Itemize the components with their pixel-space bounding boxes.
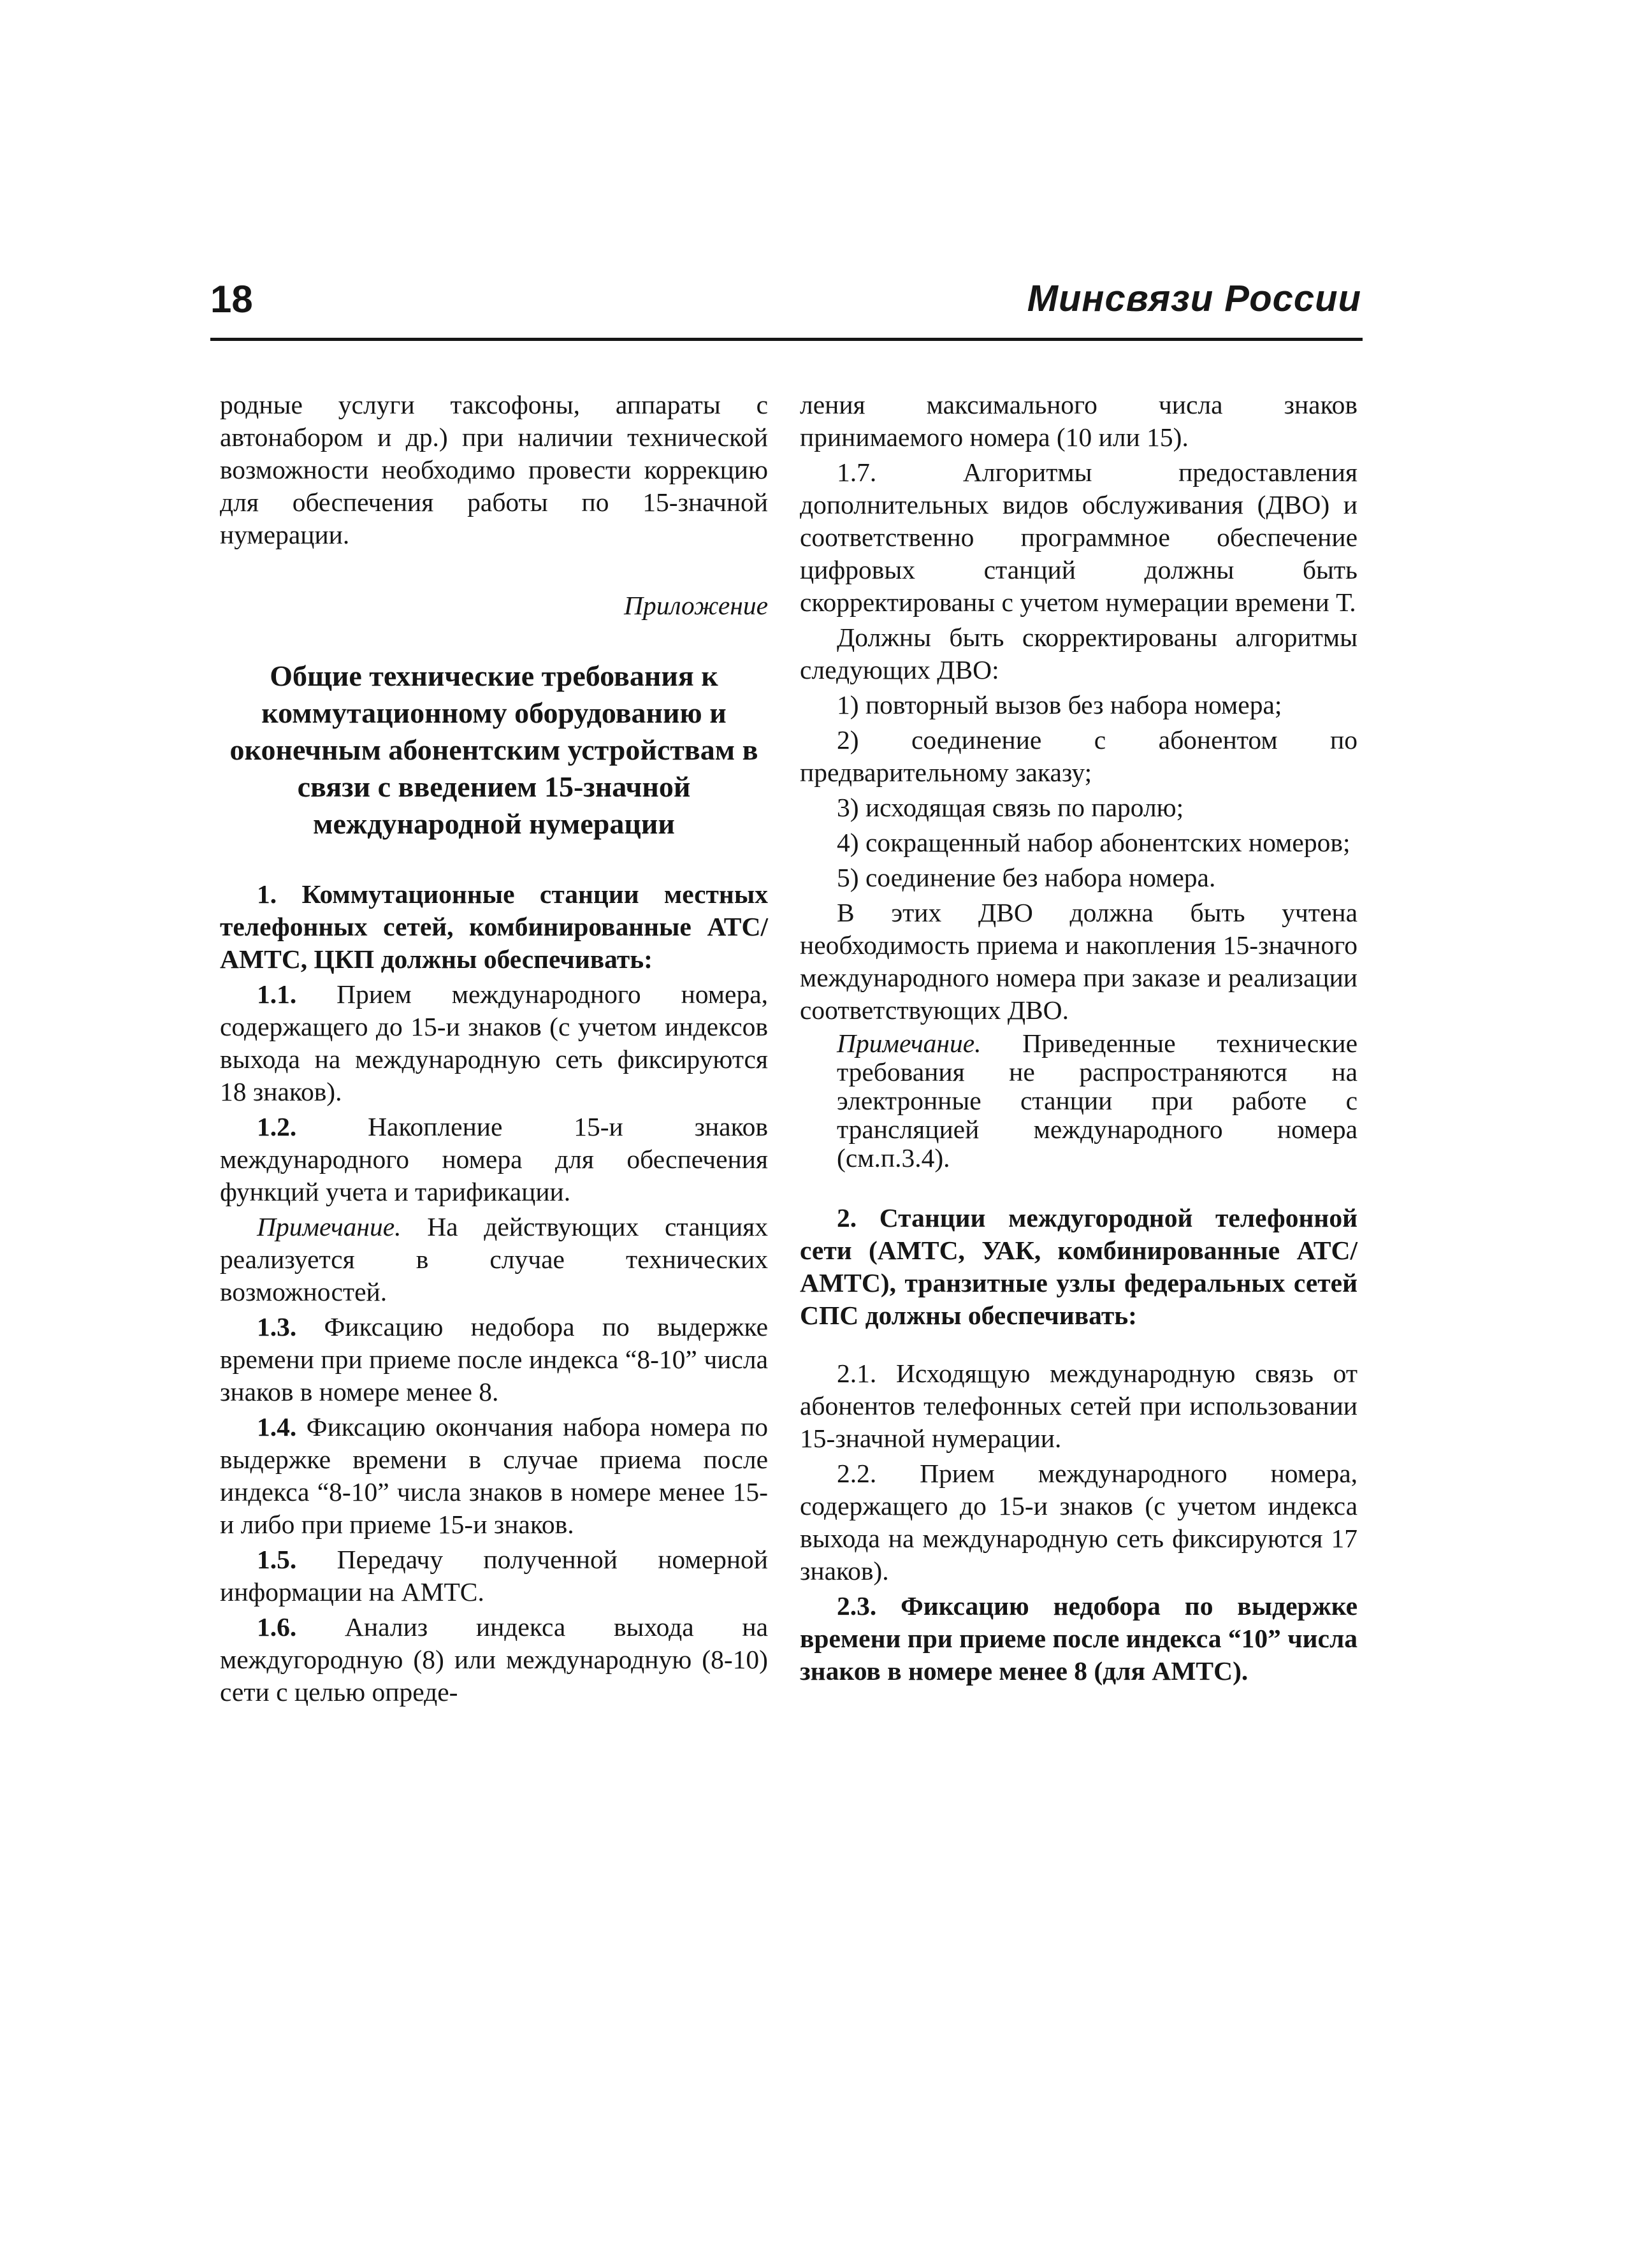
clause-1-5 [220, 1543, 768, 1608]
clause-text: Прием международного номера, содержащего до 15-и знаков (с учетом индекса выхода на международную сеть фиксируются 17 знаков). [800, 1459, 1358, 1585]
note-text: Приведенные технические требования не распространяются на электронные станции при работе с трансляцией международного номера (см.п.3.4). [837, 1029, 1358, 1173]
clause-number: 1.7. [837, 458, 877, 487]
dvo-item-3: 3) исходящая связь по паролю; [837, 793, 1184, 822]
clause-2-3 [800, 1590, 1358, 1687]
note-2 [800, 1029, 1358, 1173]
clause-2-2 [800, 1457, 1358, 1587]
dvo-item-2: 2) соединение с абонентом по предварительному заказу; [800, 725, 1358, 787]
clause-text: Исходящую международную связь от абонентов телефонных сетей при использовании 15-значной нумерации. [800, 1359, 1358, 1453]
clause-text: Фиксацию недобора по выдержке времени при приеме после индекса “10” числа знаков в номере менее 8 (для АМТС). [800, 1591, 1358, 1686]
clause-number: 1.4. [257, 1412, 297, 1441]
clause-1-1 [220, 978, 768, 1108]
dvo-intro: Должны быть скорректированы алгоритмы следующих ДВО: [800, 623, 1358, 684]
right-column [800, 389, 1358, 1687]
note-label: Примечание. [257, 1212, 402, 1241]
clause-1-6 [220, 1611, 768, 1708]
clause-text: Фиксацию окончания набора номера по выдержке времени в случае приема после индекса “8-10” числа знаков в номере менее 15-и либо при приеме 15-и знаков. [220, 1412, 768, 1539]
note-text: На действующих станциях реализуется в случае технических возможностей. [220, 1212, 769, 1306]
clause-2-1 [800, 1357, 1358, 1455]
appendix-label: Приложение [623, 591, 768, 620]
clause-text: Алгоритмы предоставления дополнительных видов обслуживания (ДВО) и соответственно программное обеспечение цифровых станций должны быть скорректированы с учетом нумерации времени Т. [800, 458, 1358, 617]
clause-text: Накопление 15-и знаков международного номера для обеспечения функций учета и тарификации. [220, 1112, 768, 1206]
clause-1-3 [220, 1311, 768, 1408]
clause-number: 1.3. [257, 1312, 297, 1341]
running-title: Минсвязи России [1027, 278, 1361, 319]
clause-text: Передачу полученной номерной информации на АМТС. [220, 1545, 768, 1607]
clause-number: 2.3. [837, 1591, 877, 1621]
page-number: 18 [210, 278, 253, 321]
clause-1-4 [220, 1411, 768, 1541]
clause-text: Фиксацию недобора по выдержке времени при приеме после индекса “8-10” числа знаков в номере менее 8. [220, 1312, 768, 1406]
note-1 [220, 1211, 768, 1308]
dvo-item-5: 5) соединение без набора номера. [837, 863, 1216, 892]
clause-number: 2.2. [837, 1459, 877, 1488]
clause-number: 2.1. [837, 1359, 877, 1388]
clause-number: 1.2. [257, 1112, 297, 1141]
intro-paragraph: родные услуги таксофоны, аппараты с автонабором и др.) при наличии технической возможности необходимо провести коррекцию для обеспечения работы по 15-значной нумерации. [220, 390, 768, 549]
section-1-heading: 1. Коммутационные станции местных телефонных сетей, комбинированные АТС/АМТС, ЦКП должны обеспечивать: [220, 879, 768, 974]
clause-text: Прием международного номера, содержащего до 15-и знаков (с учетом индексов выхода на международную сеть фиксируются 18 знаков). [220, 979, 768, 1106]
clause-number: 1.5. [257, 1545, 297, 1574]
dvo-item-4: 4) сокращенный набор абонентских номеров; [837, 828, 1350, 857]
dvo-note: В этих ДВО должна быть учтена необходимость приема и накопления 15-значного международного номера при заказе и реализации соответствующих ДВО. [800, 898, 1358, 1025]
section-2-heading: 2. Станции междугородной телефонной сети (АМТС, УАК, комбинированные АТС/АМТС), транзитные узлы федеральных сетей СПС должны обеспечивать: [800, 1203, 1358, 1330]
continued-paragraph: ления максимального числа знаков принимаемого номера (10 или 15). [800, 390, 1358, 452]
header-rule [210, 338, 1363, 341]
clause-number: 1.1. [257, 979, 297, 1009]
dvo-item-1: 1) повторный вызов без набора номера; [837, 690, 1282, 719]
clause-1-7 [800, 456, 1358, 619]
clause-text: Анализ индекса выхода на междугородную (8) или международную (8-10) сети с целью опреде- [220, 1612, 768, 1707]
clause-1-2 [220, 1111, 768, 1208]
note-label: Примечание. [837, 1029, 981, 1058]
left-column [220, 389, 768, 1708]
section-heading: Общие технические требования к коммутационному оборудованию и оконечным абонентским устройствам в связи с введением 15-значной международной нумерации [229, 660, 758, 840]
clause-number: 1.6. [257, 1612, 297, 1642]
